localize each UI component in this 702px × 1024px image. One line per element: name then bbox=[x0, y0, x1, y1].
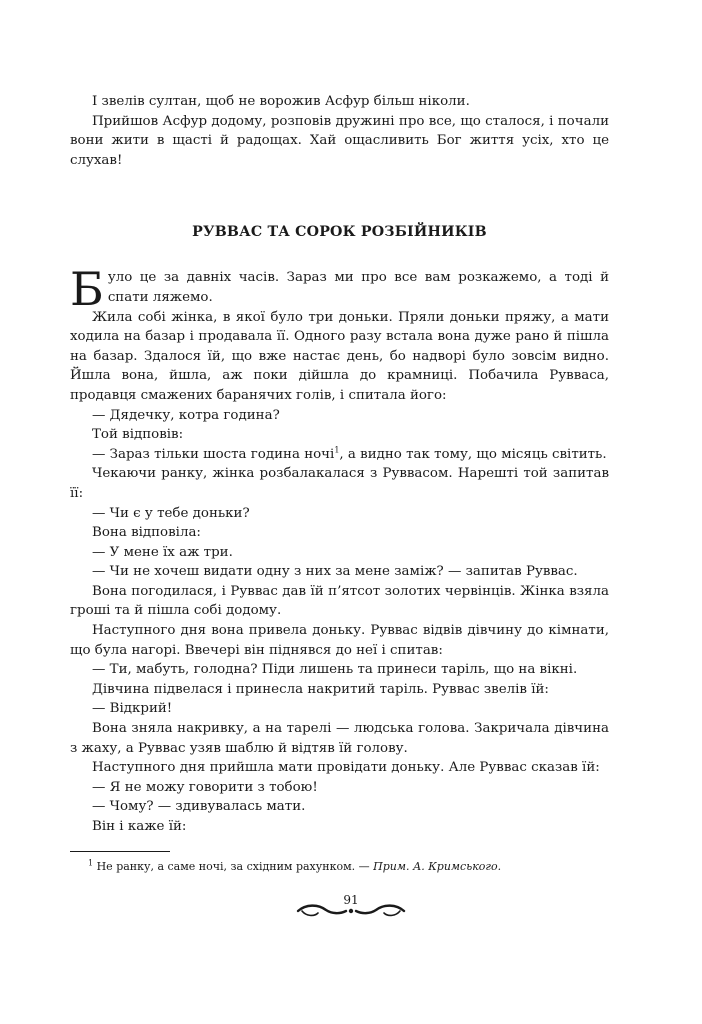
paragraph: Наступного дня вона привела доньку. Руввас відвів дівчину до кімнати, що була нагорі. Ввечері він піднявся до неї і спитав: bbox=[70, 623, 609, 658]
paragraph: — Відкрий! bbox=[92, 701, 173, 717]
paragraph: Вона відповіла: bbox=[92, 525, 201, 541]
paragraph: Наступного дня прийшла мати провідати доньку. Але Руввас сказав їй: bbox=[92, 760, 600, 776]
paragraph: Прийшов Асфур додому, розповів дружині про все, що сталося, і почали вони жити в щасті й радощах. Хай ощасливить Бог життя усіх, хто це слухав! bbox=[70, 113, 609, 168]
paragraph: — Дядечку, котра година? bbox=[92, 407, 280, 423]
footnote-mark: 1 bbox=[88, 858, 94, 868]
footnote-text: Не ранку, а саме ночі, за східним рахунком. — bbox=[93, 860, 374, 873]
story-opening bbox=[70, 262, 609, 317]
footnote-divider bbox=[70, 851, 170, 852]
page-number: 91 bbox=[343, 893, 359, 907]
paragraph: Вона погодилася, і Руввас дав їй п’ятсот золотих червінців. Жінка взяла гроші та й пішла собі додому. bbox=[70, 583, 609, 619]
footnote bbox=[88, 859, 608, 874]
page-body bbox=[70, 92, 609, 837]
footnote-attribution: Прим. А. Кримського. bbox=[373, 860, 502, 873]
paragraph bbox=[70, 445, 609, 465]
paragraph-text: , а видно так тому, що місяць світить. bbox=[339, 446, 607, 462]
paragraph: Вона зняла накривку, а на тарелі — людська голова. Закричала дівчина з жаху, а Руввас узяв шаблю й відтяв їй голову. bbox=[70, 721, 609, 756]
drop-cap: Б bbox=[70, 262, 104, 317]
paragraph: Дівчина підвелася і принесла накритий таріль. Руввас звелів їй: bbox=[92, 681, 549, 697]
paragraph: Жила собі жінка, в якої було три доньки. Пряли доньки пряжу, а мати ходила на базар і продавала її. Одного разу встала вона дуже рано й пішла на базар. Здалося їй, що вже настає день, бо надворі було зовсім видно. Йшла вона, йшла, аж поки дійшла до крамниці. Побачила Рувваса, продавця смажених баранячих голів, і спитала його: bbox=[70, 309, 609, 403]
paragraph-text: — Зараз тільки шоста година ночі bbox=[92, 446, 335, 462]
story-title: РУВВАС ТА СОРОК РОЗБІЙНИКІВ bbox=[192, 224, 487, 241]
paragraph: — Чому? — здивувалась мати. bbox=[92, 799, 306, 815]
paragraph: — Я не можу говорити з тобою! bbox=[92, 779, 318, 795]
paragraph: уло це за давніх часів. Зараз ми про все вам розкажемо, а тоді й спати ляжемо. bbox=[107, 270, 609, 305]
scroll-ornament-icon bbox=[296, 902, 406, 920]
paragraph: — Чи є у тебе доньки? bbox=[92, 505, 250, 521]
paragraph: — Чи не хочеш видати одну з них за мене заміж? — запитав Руввас. bbox=[92, 564, 578, 580]
paragraph: — Ти, мабуть, голодна? Піди лишень та принеси таріль, що на вікні. bbox=[92, 662, 578, 678]
paragraph: Він і каже їй: bbox=[92, 819, 187, 834]
footnote-ref[interactable]: 1 bbox=[334, 445, 340, 455]
paragraph: Чекаючи ранку, жінка розбалакалася з Руввасом. Нарешті той запитав її: bbox=[70, 466, 609, 501]
paragraph: Той відповів: bbox=[92, 427, 184, 443]
paragraph: — У мене їх аж три. bbox=[92, 544, 233, 560]
paragraph: І звелів султан, щоб не ворожив Асфур більш ніколи. bbox=[92, 94, 470, 109]
